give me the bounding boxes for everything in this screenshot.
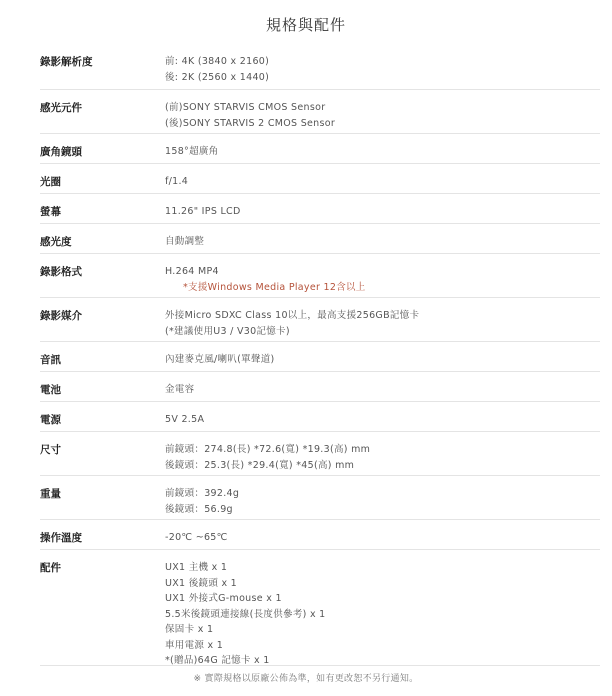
spec-line: 前鏡頭：392.4g — [165, 488, 240, 499]
spec-value — [165, 54, 269, 85]
spec-line: 後鏡頭：56.9g — [165, 503, 233, 515]
spec-row-resolution — [40, 44, 600, 90]
spec-value — [165, 100, 335, 131]
spec-row-lens — [40, 134, 600, 164]
spec-value — [165, 204, 241, 220]
spec-line: 保固卡 x 1 — [165, 624, 214, 635]
spec-label: 音訊 — [40, 354, 61, 366]
spec-line: UX1 主機 x 1 — [165, 562, 228, 573]
spec-line: (*建議使用U3 / V30記憶卡) — [165, 325, 290, 337]
spec-line: UX1 後鏡頭 x 1 — [165, 577, 238, 589]
spec-label: 廣角鏡頭 — [40, 146, 82, 158]
spec-line: 金電容 — [165, 384, 195, 395]
spec-line: 後鏡頭：25.3(長) *29.4(寬) *45(高) mm — [165, 459, 355, 471]
spec-line: 5V 2.5A — [165, 414, 205, 425]
spec-value — [165, 234, 204, 250]
spec-label: 感光元件 — [40, 102, 82, 114]
spec-line: f/1.4 — [165, 176, 189, 187]
spec-label: 錄影媒介 — [40, 310, 82, 322]
spec-row-iso — [40, 224, 600, 254]
spec-row-sensor — [40, 90, 600, 134]
page-title: 規格與配件 — [265, 16, 346, 34]
spec-line: UX1 外接式G-mouse x 1 — [165, 593, 282, 604]
spec-value — [165, 412, 204, 428]
spec-label: 尺寸 — [40, 444, 61, 456]
spec-value — [165, 382, 194, 398]
spec-value — [165, 308, 419, 339]
spec-line: *(贈品)64G 記憶卡 x 1 — [165, 655, 270, 666]
spec-value — [165, 174, 188, 190]
spec-line: (後)SONY STARVIS 2 CMOS Sensor — [165, 117, 336, 129]
spec-value — [165, 560, 326, 669]
spec-line: 158°超廣角 — [165, 146, 219, 157]
spec-table — [40, 44, 600, 666]
spec-line: 外接Micro SDXC Class 10以上，最高支援256GB記憶卡 — [165, 310, 420, 321]
spec-row-weight — [40, 476, 600, 520]
spec-value — [165, 530, 228, 546]
spec-note: *支援Windows Media Player 12含以上 — [183, 281, 366, 293]
spec-label: 錄影格式 — [40, 266, 82, 278]
spec-row-screen — [40, 194, 600, 224]
spec-line: 車用電源 x 1 — [165, 639, 224, 651]
spec-row-battery — [40, 372, 600, 402]
spec-label: 操作溫度 — [40, 532, 82, 544]
spec-label: 電池 — [40, 384, 61, 396]
spec-line: H.264 MP4 — [165, 266, 219, 277]
spec-row-audio — [40, 342, 600, 372]
spec-line: 自動調整 — [165, 236, 205, 247]
spec-line: (前)SONY STARVIS CMOS Sensor — [165, 102, 326, 113]
disclaimer-footnote: ※ 實際規格以原廠公佈為準，如有更改恕不另行通知。 — [193, 674, 419, 684]
spec-label: 螢幕 — [40, 206, 61, 218]
spec-line: 前鏡頭：274.8(長) *72.6(寬) *19.3(高) mm — [165, 444, 371, 455]
spec-row-aperture — [40, 164, 600, 194]
spec-row-power — [40, 402, 600, 432]
spec-line: 11.26" IPS LCD — [165, 206, 241, 217]
spec-label: 感光度 — [40, 236, 72, 248]
spec-label: 光圈 — [40, 176, 61, 188]
spec-line: 前: 4K (3840 x 2160) — [165, 56, 270, 67]
spec-line: 後: 2K (2560 x 1440) — [165, 71, 270, 83]
spec-label: 電源 — [40, 414, 61, 426]
spec-line: 內建麥克風/喇叭(單聲道) — [165, 354, 275, 365]
spec-value — [165, 352, 275, 368]
spec-label: 錄影解析度 — [40, 56, 93, 68]
spec-value — [165, 442, 370, 473]
spec-line: -20℃ ~65℃ — [165, 532, 228, 543]
spec-row-accessories — [40, 550, 600, 666]
spec-row-media — [40, 298, 600, 342]
spec-line: 5.5米後鏡頭連接線(長度供參考) x 1 — [165, 608, 326, 620]
spec-row-format — [40, 254, 600, 298]
spec-label: 配件 — [40, 562, 61, 574]
spec-value — [165, 486, 239, 517]
spec-row-dimensions — [40, 432, 600, 476]
spec-value — [165, 264, 366, 295]
spec-row-temperature — [40, 520, 600, 550]
spec-value — [165, 144, 218, 160]
spec-label: 重量 — [40, 488, 61, 500]
